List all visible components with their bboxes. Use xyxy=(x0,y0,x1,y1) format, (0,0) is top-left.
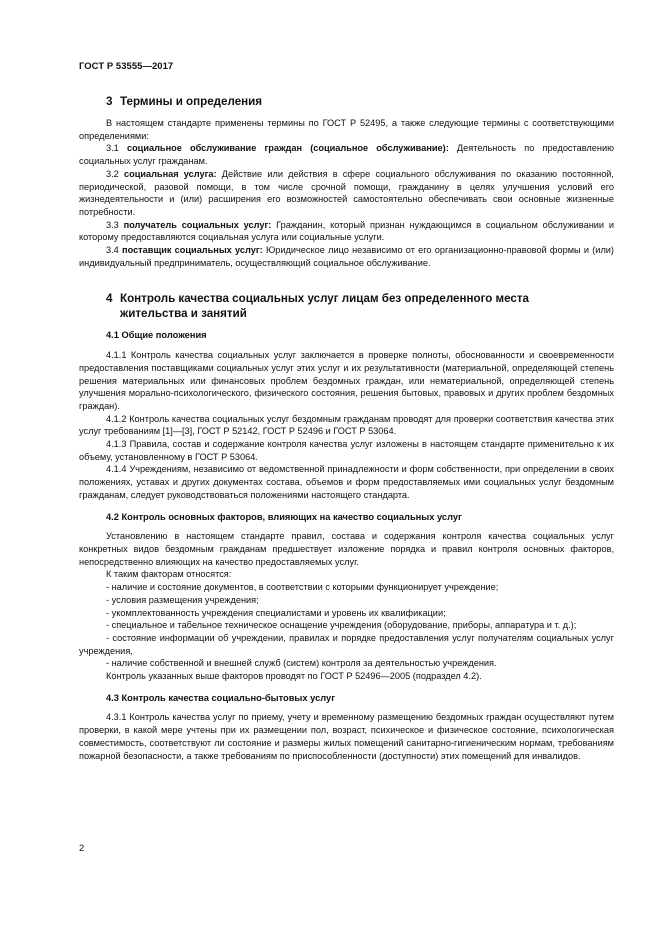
paragraph-4-1-1: 4.1.1 Контроль качества социальных услуг заключается в проверке полноты, обоснованности и своевременности предоставления поставщиками социальных услуг этих услуг и их результативности (материальной, определяющей степень решения материальных или финансовых проблем бездомных граждан, или нематериальной, определяющей степень улучшения морально-психологического, физического состояния, решения бытовых, правовых и других проблем бездомных граждан). xyxy=(79,350,614,411)
term-number: 3.2 xyxy=(106,168,119,179)
subsection-4-2-outro: Контроль указанных выше факторов проводят по ГОСТ Р 52496—2005 (подраздел 4.2). xyxy=(106,671,482,682)
term-name: социальная услуга: xyxy=(123,168,217,179)
section-title-line-2: жительства и занятий xyxy=(120,307,247,321)
term-definition: Юридическое лицо независимо от его организационно-правовой формы и (или) индивидуальный предприниматель, осуществляющий социальное обслуживание. xyxy=(79,245,614,268)
section-3-intro: В настоящем стандарте применены термины по ГОСТ Р 52495, а также следующие термины с соответствующими определениями: xyxy=(79,118,614,141)
term-name: получатель социальных услуг: xyxy=(123,219,272,230)
document-header: ГОСТ Р 53555—2017 xyxy=(79,60,174,71)
section-title: Термины и определения xyxy=(120,95,263,108)
term-number: 3.1 xyxy=(106,143,119,154)
paragraph-4-1-4: 4.1.4 Учреждениям, независимо от ведомственной принадлежности и форм собственности, при определении в своих положениях, уставах и других документах состава, объемов и форм предоставляемых ими социальных услуг бездомным гражданам, следует руководствоваться положениями настоящего стандарта. xyxy=(79,464,614,500)
term-definition: Деятельность по предоставлению социальных услуг гражданам. xyxy=(79,143,614,167)
list-item: - наличие собственной и внешней служб (систем) контроля за деятельностью учреждения. xyxy=(106,658,497,669)
term-3-1 xyxy=(79,142,614,167)
term-3-2 xyxy=(79,168,614,219)
term-3-4 xyxy=(79,244,614,269)
term-number: 3.3 xyxy=(106,219,119,230)
paragraph-4-3-1: 4.3.1 Контроль качества услуг по приему, учету и временному размещению бездомных граждан осуществляют путем проверки, в какой мере учтены при их размещении пол, возраст, психическое и физическое состояние, психологическая совместимость, соответствуют ли состояние и размеры жилых помещений санитарно-гигиеническим нормам, требованиям пожарной безопасности, а также требованиям по приспособленности (доступности) этих помещений для инвалидов. xyxy=(79,712,614,761)
term-definition: Действие или действия в сфере социального обслуживания по оказанию постоянной, периодической, разовой помощи, в том числе срочной помощи, гражданину в целях улучшения условий его жизнедеятельности и (или) расширения его возможностей самостоятельно обеспечивать свои основные жизненные потребности. xyxy=(79,168,614,217)
term-number: 3.4 xyxy=(106,245,119,256)
term-definition: Гражданин, который признан нуждающимся в социальном обслуживании и которому предоставляются социальная услуга или социальные услуги. xyxy=(79,219,614,243)
paragraph-4-1-2: 4.1.2 Контроль качества социальных услуг бездомным гражданам проводят для проверки соответствия качества этих услуг требованиям [1]—[3], ГОСТ Р 52142, ГОСТ Р 52496 и ГОСТ Р 53064. xyxy=(79,413,614,437)
list-item: - укомплектованность учреждения специалистами и уровень их квалификации; xyxy=(106,607,446,618)
section-3-heading xyxy=(79,94,614,109)
term-3-3 xyxy=(79,219,614,244)
section-number: 4 xyxy=(106,292,113,306)
section-title-line-1: Контроль качества социальных услуг лицам без определенного места xyxy=(120,292,529,306)
section-4-heading xyxy=(79,291,614,321)
term-name: социальное обслуживание граждан (социальное обслуживание): xyxy=(126,143,449,154)
factors-list-intro: К таким факторам относятся: xyxy=(106,569,232,580)
document-body xyxy=(79,94,614,762)
subsection-4-1-heading: 4.1 Общие положения xyxy=(106,330,207,341)
list-item: - состояние информации об учреждении, правилах и порядке предоставления услуг получателям социальных услуг учреждения, xyxy=(79,632,614,656)
section-number: 3 xyxy=(106,95,113,108)
list-item: - условия размещения учреждения; xyxy=(106,594,259,605)
paragraph-4-1-3: 4.1.3 Правила, состав и содержание контроля качества услуг изложены в настоящем стандарте применительно к их объему, установленному в ГОСТ Р 53064. xyxy=(79,439,614,462)
subsection-4-2-intro: Установлению в настоящем стандарте правил, состава и содержания контроля качества социальных услуг конкретных видов бездомным гражданам предшествует изложение порядка и правил контроля основных факторов, непосредственно влияющих на качество предоставляемых услуг. xyxy=(79,531,614,567)
subsection-4-2-heading: 4.2 Контроль основных факторов, влияющих на качество социальных услуг xyxy=(106,511,462,522)
list-item: - наличие и состояние документов, в соответствии с которыми функционирует учреждение; xyxy=(106,582,499,593)
list-item: - специальное и табельное техническое оснащение учреждения (оборудование, приборы, аппаратура и т. д.); xyxy=(106,620,577,631)
term-name: поставщик социальных услуг: xyxy=(122,245,263,256)
subsection-4-3-heading: 4.3 Контроль качества социально-бытовых услуг xyxy=(106,692,336,703)
page-number: 2 xyxy=(79,842,85,853)
